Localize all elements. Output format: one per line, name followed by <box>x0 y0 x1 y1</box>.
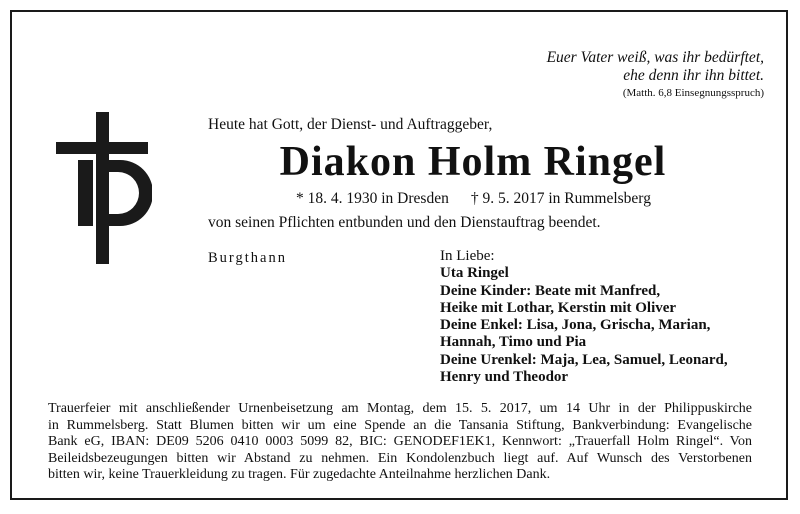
deceased-name: Diakon Holm Ringel <box>279 139 667 185</box>
death-date: † 9. 5. 2017 in Rummelsberg <box>470 190 651 207</box>
family-line: Henry und Theodor <box>440 369 569 386</box>
footer-line: in Rummelsberg. Statt Blumen bitten wir um eine Spende an die Tansania Stiftung, Bankverbindung: Evangelische <box>48 417 752 433</box>
family-heading: In Liebe: <box>440 248 495 264</box>
motto-verse <box>547 49 764 85</box>
family-line: Hannah, Timo und Pia <box>440 334 587 351</box>
motto-source: (Matth. 6,8 Einsegnungsspruch) <box>622 87 764 99</box>
family-line: Deine Enkel: Lisa, Jona, Grischa, Marian, <box>440 317 711 334</box>
family-list <box>440 248 728 386</box>
intro-text: Heute hat Gott, der Dienst- und Auftraggeber, <box>208 116 493 133</box>
footer-line: Trauerfeier mit anschließender Urnenbeisetzung am Montag, dem 15. 5. 2017, um 14 Uhr in der Philippuskirche <box>48 401 752 416</box>
diakonie-cross-icon <box>52 112 152 264</box>
funeral-details <box>48 401 752 484</box>
footer-line: Bank eG, IBAN: DE09 5206 0410 0003 5099 82, BIC: GENODEF1EK1, Kennwort: „Trauerfall Holm Ringel“. Von <box>48 434 752 450</box>
motto-line: ehe denn ihr ihn bittet. <box>623 67 764 84</box>
family-line: Deine Urenkel: Maja, Lea, Samuel, Leonard, <box>440 351 728 368</box>
life-dates <box>296 190 651 208</box>
motto-line: Euer Vater weiß, was ihr bedürftet, <box>546 49 764 66</box>
footer-line: bitten wir, keine Trauerkleidung zu tragen. Für zugedachte Anteilnahme herzlichen Dank. <box>48 467 551 483</box>
family-line: Heike mit Lothar, Kerstin mit Oliver <box>440 299 677 316</box>
place-name: Burgthann <box>208 250 287 266</box>
released-text: von seinen Pflichten entbunden und den Dienstauftrag beendet. <box>208 214 601 231</box>
footer-line: Beileidsbezeugungen bitten wir Abstand zu nehmen. Ein Kondolenzbuch liegt auf. Auf Wunsch des Verstorbenen <box>48 450 752 466</box>
family-line: Deine Kinder: Beate mit Manfred, <box>440 282 661 299</box>
birth-date: * 18. 4. 1930 in Dresden <box>296 190 449 207</box>
family-line: Uta Ringel <box>440 265 509 282</box>
